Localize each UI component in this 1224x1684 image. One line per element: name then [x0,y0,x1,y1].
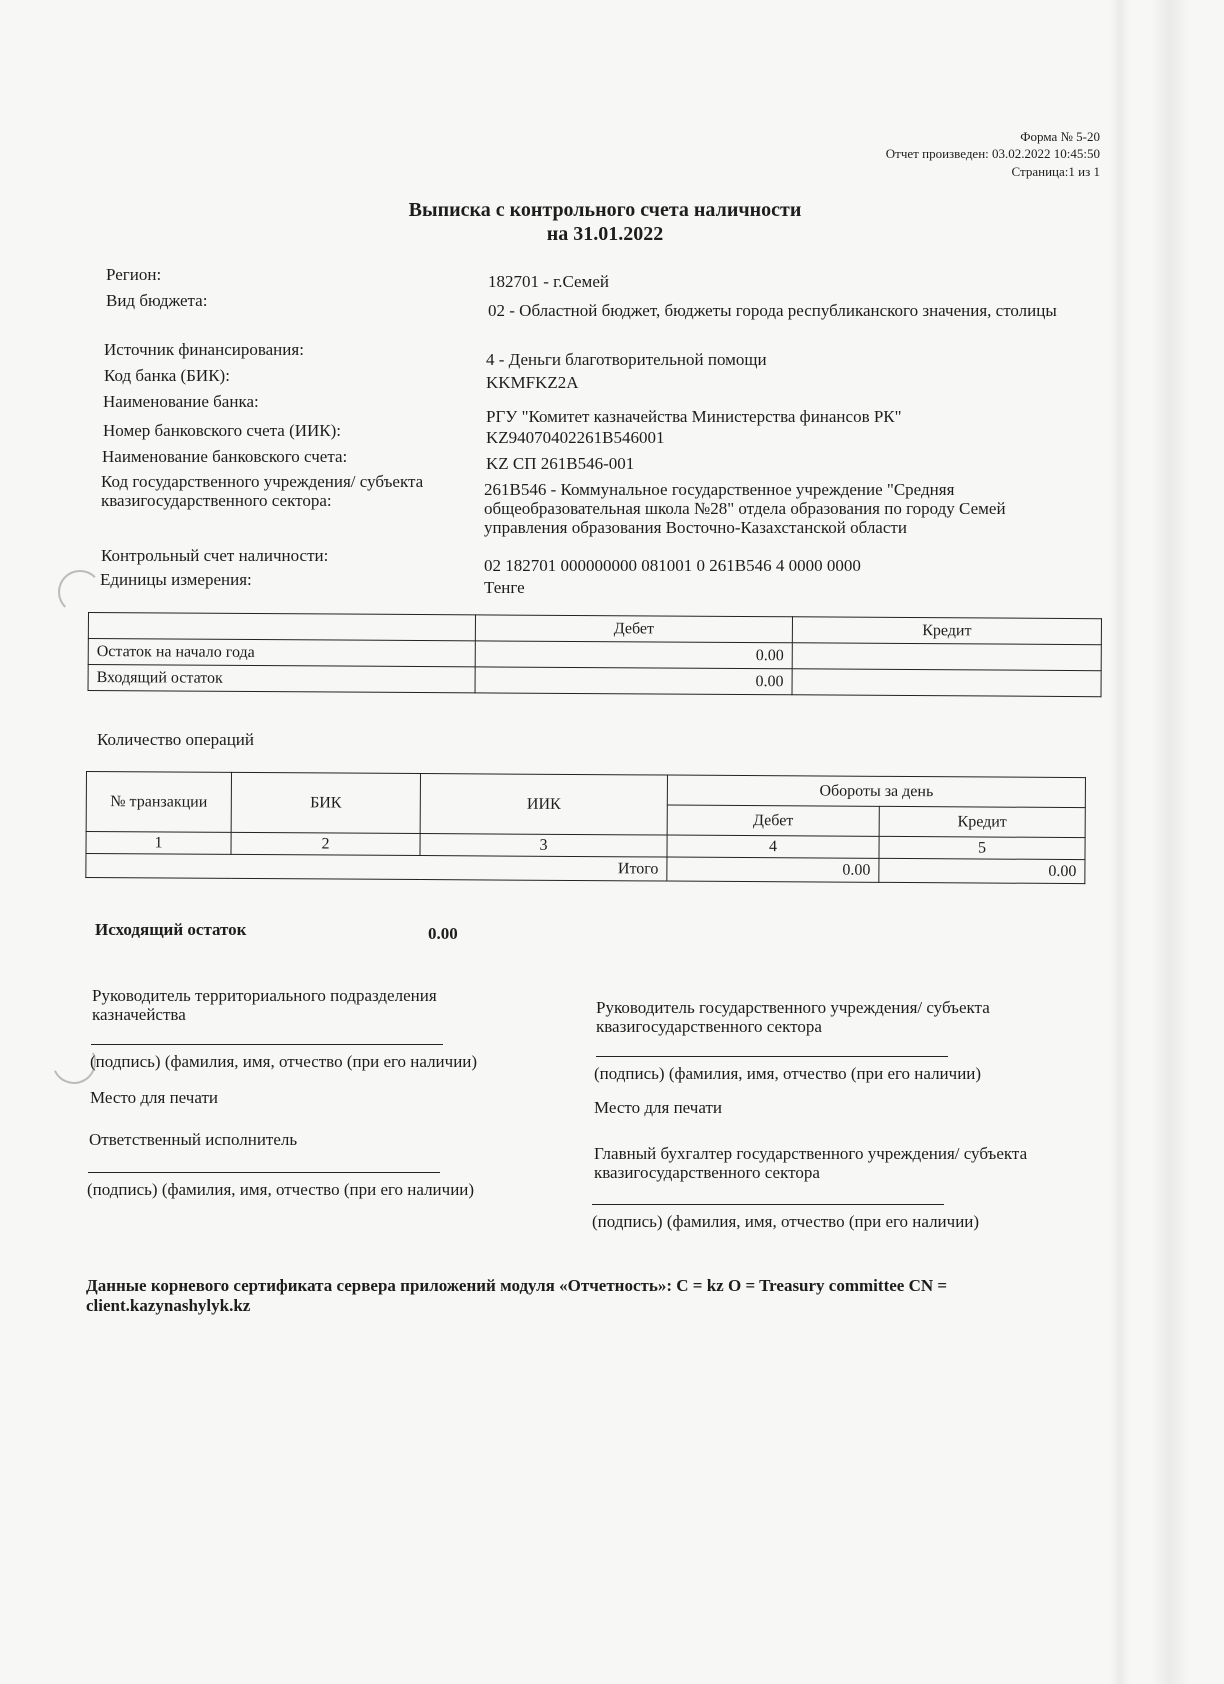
column-number: 2 [231,832,420,855]
total-label: Итого [86,854,667,882]
column-header: Кредит [792,617,1101,645]
table-header-row [86,772,1085,808]
field-value: KZ94070402261B546001 [486,428,665,447]
signature-line [91,1044,443,1045]
field-value: KKMFKZ2A [486,373,579,392]
row-label: Остаток на начало года [88,639,475,667]
chief-accountant-title: Главный бухгалтер государственного учреждения/ субъекта квазигосударственного сектора [594,1144,1028,1182]
column-header: БИК [231,772,420,833]
field-value: 02 182701 000000000 081001 0 261B546 4 0000 0000 [484,556,861,575]
stamp-place: Место для печати [90,1088,218,1107]
column-number: 1 [86,832,231,855]
institution-head-title: Руководитель государственного учреждения/ субъекта квазигосударственного сектора [596,998,990,1036]
signature-line [592,1204,944,1205]
debit-cell: 0.00 [475,667,792,695]
scan-shading [1150,0,1190,1684]
signature-caption: (подпись) (фамилия, имя, отчество (при его наличии) [594,1064,982,1083]
document-date: на 31.01.2022 [546,223,664,245]
closing-balance-value: 0.00 [428,924,458,943]
row-label: Входящий остаток [88,665,475,693]
field-value: 02 - Областной бюджет, бюджеты города республиканского значения, столицы [488,301,1057,320]
field-label: Вид бюджета: [106,291,208,310]
credit-cell [792,643,1101,671]
signature-caption: (подпись) (фамилия, имя, отчество (при его наличии) [592,1212,980,1231]
total-row [86,854,1085,884]
field-label: Наименование банковского счета: [102,447,348,466]
total-credit: 0.00 [879,858,1085,883]
scan-mark [58,570,102,614]
table-row [88,665,1101,697]
executor-title: Ответственный исполнитель [89,1130,298,1149]
signature-line [596,1056,948,1057]
field-value: KZ СП 261B546-001 [486,454,635,473]
field-value: 182701 - г.Семей [488,272,609,291]
operations-table [85,771,1086,884]
column-header: Дебет [667,805,879,836]
stamp-place: Место для печати [594,1098,722,1117]
column-number: 3 [420,834,667,858]
field-label: Наименование банка: [103,392,259,411]
column-header: ИИК [420,774,667,836]
certificate-info: Данные корневого сертификата сервера приложений модуля «Отчетность»: C = kz O = Treasury committee CN = client.kazynashylyk.kz [86,1276,948,1315]
debit-cell: 0.00 [475,641,792,669]
operations-count-label: Количество операций [97,730,254,749]
signature-caption: (подпись) (фамилия, имя, отчество (при его наличии) [87,1180,475,1199]
field-label: Код банка (БИК): [104,366,230,385]
field-label: Источник финансирования: [104,340,304,359]
form-number: Форма № 5-20 [1020,129,1100,144]
column-header: Дебет [475,615,792,643]
total-debit: 0.00 [667,857,879,882]
table-cell [88,613,475,641]
column-header: Обороты за день [667,775,1085,808]
field-label: Единицы измерения: [100,570,252,589]
field-label: Регион: [106,265,162,284]
column-header: Кредит [879,806,1085,837]
credit-cell [792,669,1101,697]
report-generated: Отчет произведен: 03.02.2022 10:45:50 [885,146,1100,161]
scan-shading [1110,0,1130,1684]
field-label: Код государственного учреждения/ субъекта квазигосударственного сектора: [101,472,424,510]
treasury-head-title: Руководитель территориального подразделения казначейства [92,986,437,1024]
closing-balance-label: Исходящий остаток [95,920,247,939]
signature-caption: (подпись) (фамилия, имя, отчество (при его наличии) [90,1052,478,1071]
field-value: РГУ "Комитет казначейства Министерства финансов РК" [486,407,902,426]
field-value: Тенге [484,578,525,597]
field-value: 261B546 - Коммунальное государственное учреждение "Средняя общеобразовательная школа №28" отдела образования по городу Семей управления образования Восточно-Казахстанской области [484,480,1006,537]
field-label: Номер банковского счета (ИИК): [103,421,342,440]
balance-table [88,612,1102,697]
column-header: № транзакции [86,772,231,833]
page-number: Страница:1 из 1 [1011,164,1100,179]
column-number: 5 [879,836,1085,859]
signature-line [88,1172,440,1173]
field-label: Контрольный счет наличности: [101,546,329,565]
column-number: 4 [667,835,879,858]
document-title: Выписка с контрольного счета наличности [408,199,802,221]
field-value: 4 - Деньги благотворительной помощи [486,350,767,369]
